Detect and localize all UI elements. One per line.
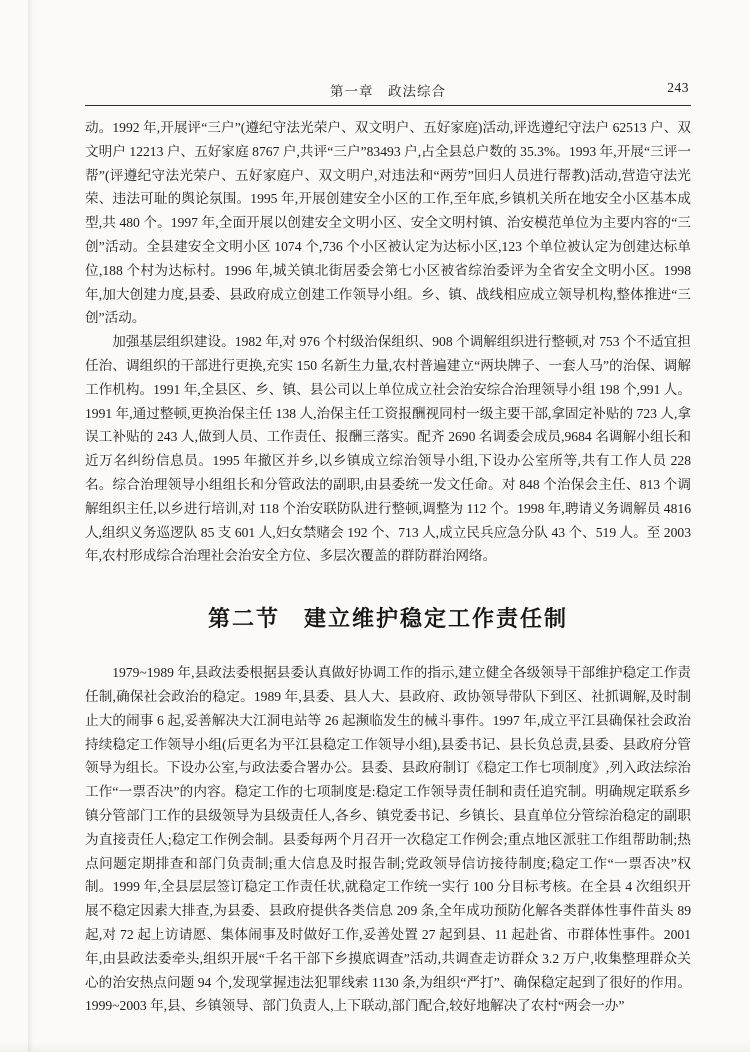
section-heading: 第二节 建立维护稳定工作责任制 bbox=[207, 606, 568, 632]
header-rule bbox=[85, 105, 691, 106]
chapter-title: 第一章 政法综合 bbox=[330, 84, 446, 99]
paragraph-grassroots-organization: 加强基层组织建设。1982 年,对 976 个村级治保组织、908 个调解组织进行整顿,对 753 个不适宜担任治、调组织的干部进行更换,充实 150 名新生力量,农村普遍建立“两块牌子、一套人马”的治保、调解工作机构。1991 年,全县区、乡、镇、县公司以上单位成立社会治安综合治理领导小组 198 个,991 人。1991 年,通过整顿,更换治保主任 138 人,治保主任工资报酬视同村一级主要干部,拿固定补贴的 723 人,拿误工补贴的 243 人,做到人员、工作责任、报酬三落实。配齐 2690 名调委会成员,9684 名调解小组长和近万名纠纷信息员。1995 年撤区并乡,以乡镇成立综治领导小组,下设办公室所等,共有工作人员 228 名。综合治理领导小组组长和分管政法的副职,由县委统一发文任命。对 848 个治保会主任、813 个调解组织主任,以乡进行培训,对 118 个治安联防队进行整顿,调整为 112 个。1998 年,聘请义务调解员 4816 人,组织义务巡逻队 85 支 601 人,妇女禁赌会 192 个、713 人,成立民兵应急分队 43 个、519 人。至 2003 年,农村形成综合治理社会治安全方位、多层次覆盖的群防群治网络。 bbox=[85, 334, 691, 564]
paragraph-continuation: 动。1992 年,开展评“三户”(遵纪守法光荣户、双文明户、五好家庭)活动,评选遵纪守法户 62513 户、双文明户 12213 户、五好家庭 8767 户,共评“三户”83493 户,占全县总户数的 35.3%。1993 年,开展“三评一帮”(评遵纪守法光荣户、五好家庭户、双文明户,对违法和“两劳”回归人员进行帮教)活动,营造守法光荣、违法可耻的舆论氛围。1995 年,开展创建安全小区的工作,至年底,乡镇机关所在地安全小区基本成型,共 480 个。1997 年,全面开展以创建安全文明小区、安全文明村镇、治安模范单位为主要内容的“三创”活动。全县建安全文明小区 1074 个,736 个小区被认定为达标小区,123 个单位被认定为创建达标单位,188 个村为达标村。1996 年,城关镇北街居委会第七小区被省综治委评为全省安全文明小区。1998 年,加大创建力度,县委、县政府成立创建工作领导小组。乡、镇、战线相应成立领导机构,整体推进“三创”活动。 bbox=[85, 120, 691, 326]
page-content bbox=[85, 80, 691, 1018]
running-header bbox=[85, 80, 691, 100]
page-number: 243 bbox=[667, 80, 689, 95]
scan-edge-artifact bbox=[28, 0, 33, 1052]
paragraph-stability-responsibility: 1979~1989 年,县政法委根据县委认真做好协调工作的指示,建立健全各级领导干部维护稳定工作责任制,确保社会政治的稳定。1989 年,县委、县人大、县政府、政协领导带队下到区、社抓调解,及时制止大的闹事 6 起,妥善解决大江洞电站等 26 起濒临发生的械斗事件。1997 年,成立平江县确保社会政治持续稳定工作领导小组(后更名为平江县稳定工作领导小组),县委书记、县长负总责,县委、县政府分管领导为组长。下设办公室,与政法委合署办公。县委、县政府制订《稳定工作七项制度》,列入政法综治工作“一票否决”的内容。稳定工作的七项制度是:稳定工作领导责任制和责任追究制。明确规定联系乡镇分管部门工作的县级领导为县级责任人,各乡、镇党委书记、乡镇长、县直单位分管综治稳定的副职为直接责任人;稳定工作例会制。县委每两个月召开一次稳定工作例会;重点地区派驻工作组帮助制;热点问题定期排查和部门负责制;重大信息及时报告制;党政领导信访接待制度;稳定工作“一票否决”权制。1999 年,全县层层签订稳定工作责任状,就稳定工作统一实行 100 分目标考核。在全县 4 次组织开展不稳定因素大排查,为县委、县政府提供各类信息 209 条,全年成功预防化解各类群体性事件苗头 89 起,对 72 起上访请愿、集体闹事及时做好工作,妥善处置 27 起到县、11 起赴省、市群体性事件。2001 年,由县政法委牵头,组织开展“千名干部下乡摸底调查”活动,共调查走访群众 3.2 万户,收集整理群众关心的治安热点问题 94 个,发现掌握违法犯罪线索 1130 条,为组织“严打”、确保稳定起到了很好的作用。1999~2003 年,县、乡镇领导、部门负责人,上下联动,部门配合,较好地解决了农村“两会一办” bbox=[85, 665, 691, 1014]
body-text bbox=[85, 116, 691, 1018]
scan-shadow-artifact bbox=[0, 1042, 750, 1052]
